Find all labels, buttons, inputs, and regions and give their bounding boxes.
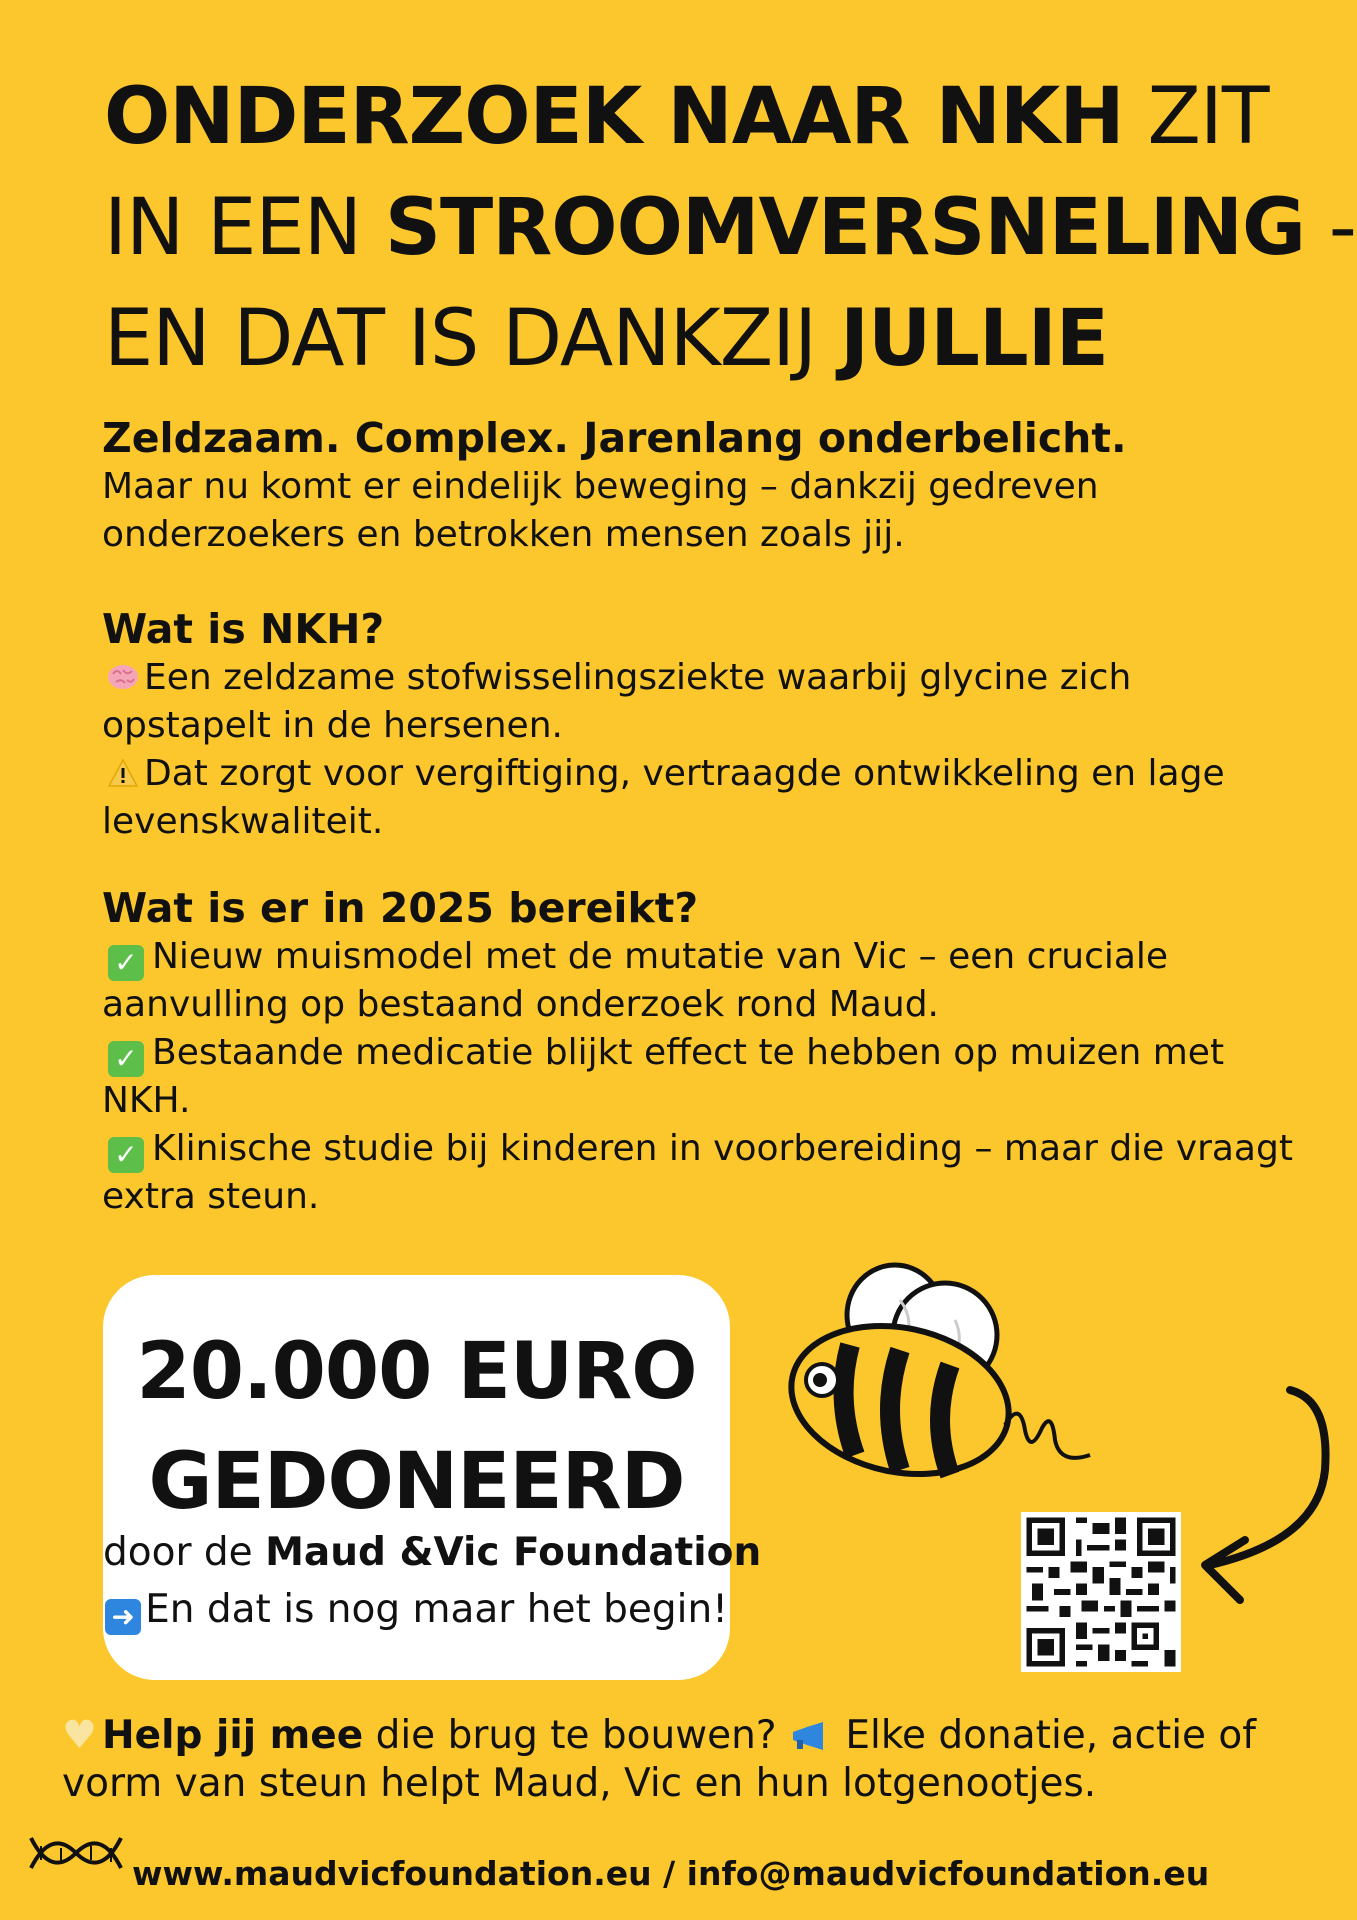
arrow-right-icon: ➜ <box>105 1599 141 1635</box>
intro-heading: Zeldzaam. Complex. Jarenlang onderbelicht. <box>102 414 1127 462</box>
achievements-section <box>102 883 1302 1221</box>
check-icon: ✓ <box>108 1137 144 1173</box>
headline-line-1: ONDERZOEK NAAR NKH ZIT <box>104 72 1269 162</box>
headline <box>104 62 1356 395</box>
achievement-item-3: ✓ Klinische studie bij kinderen in voorbereiding – maar die vraagt extra steun. <box>102 1128 1293 1217</box>
curved-arrow-icon <box>1190 1380 1340 1610</box>
donation-begin: ➜ En dat is nog maar het begin! <box>103 1585 730 1635</box>
donation-card <box>103 1275 762 1680</box>
footer-contact[interactable]: www.maudvicfoundation.eu / info@maudvicfoundation.eu <box>132 1854 1210 1893</box>
nkh-line-1: Een zeldzame stofwisselingsziekte waarbij glycine zich opstapelt in de hersenen. <box>102 654 1302 750</box>
intro-text: Maar nu komt er eindelijk beweging – dankzij gedreven onderzoekers en betrokken mensen zoals jij. <box>102 466 1099 555</box>
heart-icon: ♥ <box>62 1713 97 1758</box>
help-text: ♥ Help jij mee die brug te bouwen? Elke donatie, actie of vorm van steun helpt Maud, Vic en hun lotgenootjes. <box>62 1713 1257 1806</box>
headline-line-3: EN DAT IS DANKZIJ JULLIE <box>104 294 1109 384</box>
headline-line-2: IN EEN STROOMVERSNELING - <box>104 183 1356 273</box>
nkh-heading: Wat is NKH? <box>102 605 385 653</box>
intro-section <box>102 413 1302 559</box>
megaphone-icon <box>789 1712 833 1760</box>
nkh-line-2: Dat zorgt voor vergiftiging, vertraagde ontwikkeling en lage levenskwaliteit. <box>102 750 1302 846</box>
qr-code[interactable] <box>1021 1512 1181 1672</box>
warning-icon <box>102 750 144 798</box>
achievements-heading: Wat is er in 2025 bereikt? <box>102 884 699 932</box>
check-icon: ✓ <box>108 945 144 981</box>
achievement-item-2: ✓ Bestaande medicatie blijkt effect te hebben op muizen met NKH. <box>102 1032 1225 1121</box>
donation-amount: 20.000 EURO GEDONEERD <box>136 1327 697 1527</box>
donation-by: door de Maud &Vic Foundation <box>103 1530 762 1575</box>
brain-icon <box>102 654 144 702</box>
check-icon: ✓ <box>108 1041 144 1077</box>
dna-icon <box>26 1828 126 1888</box>
achievement-item-1: ✓ Nieuw muismodel met de mutatie van Vic – een cruciale aanvulling op bestaand onderzoek rond Maud. <box>102 936 1169 1025</box>
nkh-section <box>102 604 1302 846</box>
bee-icon <box>780 1250 1120 1500</box>
